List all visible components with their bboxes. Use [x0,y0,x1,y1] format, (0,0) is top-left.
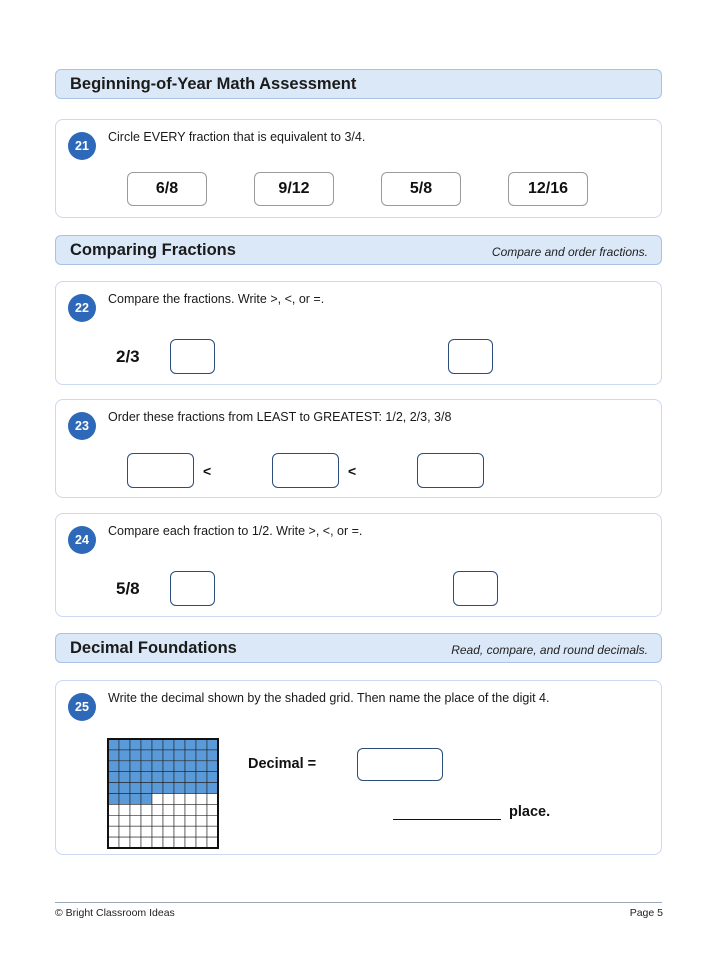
answer-box-order-1[interactable] [127,453,194,488]
section-header-assessment [55,69,662,99]
grid-cell [130,826,141,837]
section-title: Beginning-of-Year Math Assessment [70,75,357,93]
grid-cell-shaded [196,772,207,783]
grid-cell-shaded [141,739,152,750]
grid-cell-shaded [207,772,218,783]
grid-cell-shaded [141,761,152,772]
answer-box-decimal[interactable] [357,748,443,781]
grid-cell-shaded [152,750,163,761]
grid-cell [119,815,130,826]
grid-cell [185,815,196,826]
grid-cell-shaded [185,739,196,750]
grid-cell [185,794,196,805]
grid-cell [174,804,185,815]
grid-cell [196,804,207,815]
grid-cell [108,837,119,848]
grid-cell-shaded [119,794,130,805]
question-text: Circle EVERY fraction that is equivalent to 3/4. [108,130,366,144]
question-text: Compare the fractions. Write >, <, or =. [108,292,325,306]
grid-cell [141,804,152,815]
grid-cell [152,837,163,848]
grid-cell-shaded [108,761,119,772]
grid-cell [207,815,218,826]
grid-cell-shaded [207,750,218,761]
grid-cell-shaded [130,750,141,761]
answer-box-order-2[interactable] [272,453,339,488]
less-than-sign: < [203,463,212,479]
grid-cell [152,815,163,826]
grid-cell-shaded [119,783,130,794]
grid-cell [130,815,141,826]
grid-cell-shaded [130,739,141,750]
grid-cell-shaded [152,783,163,794]
grid-cell [152,794,163,805]
grid-cell [130,804,141,815]
fraction-option-9-12[interactable]: 9/12 [254,172,334,206]
question-card-24 [55,513,662,617]
grid-cell [130,837,141,848]
grid-cell-shaded [108,739,119,750]
grid-cell-shaded [207,761,218,772]
grid-cell [196,837,207,848]
grid-cell-shaded [196,761,207,772]
grid-cell-shaded [185,783,196,794]
question-number-badge: 21 [68,132,96,160]
grid-cell [119,826,130,837]
grid-cell [207,837,218,848]
place-answer-line[interactable] [393,819,501,820]
grid-cell [108,815,119,826]
question-number-badge: 23 [68,412,96,440]
grid-cell [163,826,174,837]
grid-cell [185,826,196,837]
grid-cell [185,804,196,815]
question-text: Write the decimal shown by the shaded grid. Then name the place of the digit 4. [108,691,550,705]
grid-cell-shaded [163,761,174,772]
grid-cell-shaded [174,739,185,750]
section-title: Comparing Fractions [70,241,236,259]
section-title: Decimal Foundations [70,639,237,657]
grid-cell [141,837,152,848]
grid-cell-shaded [141,794,152,805]
answer-box-compare-half-1[interactable] [170,571,215,606]
grid-cell-shaded [130,761,141,772]
grid-cell [163,815,174,826]
grid-cell-shaded [152,772,163,783]
grid-cell-shaded [119,739,130,750]
grid-cell-shaded [141,750,152,761]
grid-cell-shaded [174,783,185,794]
fraction-option-12-16[interactable]: 12/16 [508,172,588,206]
fraction-option-6-8[interactable]: 6/8 [127,172,207,206]
grid-cell-shaded [185,750,196,761]
grid-cell [174,815,185,826]
grid-cell-shaded [196,739,207,750]
fraction-left: 2/3 [116,347,140,366]
grid-cell-shaded [207,783,218,794]
question-card-23 [55,399,662,498]
grid-cell [207,826,218,837]
grid-cell [196,826,207,837]
grid-cell-shaded [163,739,174,750]
grid-cell [141,815,152,826]
grid-cell-shaded [174,772,185,783]
grid-cell-shaded [152,739,163,750]
grid-cell [108,826,119,837]
section-subtitle: Compare and order fractions. [491,245,648,259]
grid-cell [174,826,185,837]
grid-cell-shaded [141,783,152,794]
grid-cell [119,804,130,815]
grid-cell-shaded [108,772,119,783]
question-text: Compare each fraction to 1/2. Write >, <, or =. [108,524,363,538]
section-header-comparing-fractions [55,235,662,265]
question-number-badge: 25 [68,693,96,721]
grid-cell-shaded [174,750,185,761]
grid-cell [196,794,207,805]
answer-box-compare-2[interactable] [448,339,493,374]
grid-cell-shaded [185,761,196,772]
grid-cell-shaded [185,772,196,783]
grid-cell [108,804,119,815]
fraction-left: 5/8 [116,579,140,598]
question-number-badge: 24 [68,526,96,554]
grid-cell-shaded [163,772,174,783]
grid-cell-shaded [141,772,152,783]
section-header-decimal-foundations [55,633,662,663]
grid-cell [174,837,185,848]
grid-cell [163,837,174,848]
grid-cell-shaded [119,772,130,783]
decimal-hundredths-grid [107,738,219,849]
grid-cell [163,794,174,805]
footer-page-number: Page 5 [629,907,663,919]
grid-cell [141,826,152,837]
footer-copyright: © Bright Classroom Ideas [55,907,175,919]
grid-cell-shaded [130,794,141,805]
grid-cell-shaded [163,783,174,794]
grid-cell [174,794,185,805]
grid-cell-shaded [130,783,141,794]
grid-cell-shaded [108,750,119,761]
grid-cell [185,837,196,848]
section-subtitle: Read, compare, and round decimals. [451,643,648,657]
grid-cell-shaded [119,750,130,761]
grid-cell-shaded [119,761,130,772]
footer-divider [55,902,662,903]
grid-cell-shaded [196,750,207,761]
question-number-badge: 22 [68,294,96,322]
grid-cell [207,794,218,805]
less-than-sign: < [348,463,357,479]
grid-cell-shaded [108,794,119,805]
grid-cell-shaded [152,761,163,772]
grid-cell-shaded [207,739,218,750]
decimal-label: Decimal = [248,756,317,772]
grid-cell-shaded [108,783,119,794]
grid-cell [196,815,207,826]
grid-cell [152,826,163,837]
grid-cell-shaded [130,772,141,783]
question-card-25 [55,680,662,855]
grid-cell [163,804,174,815]
grid-cell [152,804,163,815]
answer-box-compare-half-2[interactable] [453,571,498,606]
grid-cell-shaded [163,750,174,761]
place-label: place. [509,804,551,820]
fraction-option-5-8[interactable]: 5/8 [381,172,461,206]
grid-cell-shaded [174,761,185,772]
grid-cell [119,837,130,848]
question-card-22 [55,281,662,385]
question-card-21 [55,119,662,218]
grid-cell [207,804,218,815]
grid-cell-shaded [196,783,207,794]
answer-box-order-3[interactable] [417,453,484,488]
question-text: Order these fractions from LEAST to GREATEST: 1/2, 2/3, 3/8 [108,410,452,424]
answer-box-compare-1[interactable] [170,339,215,374]
